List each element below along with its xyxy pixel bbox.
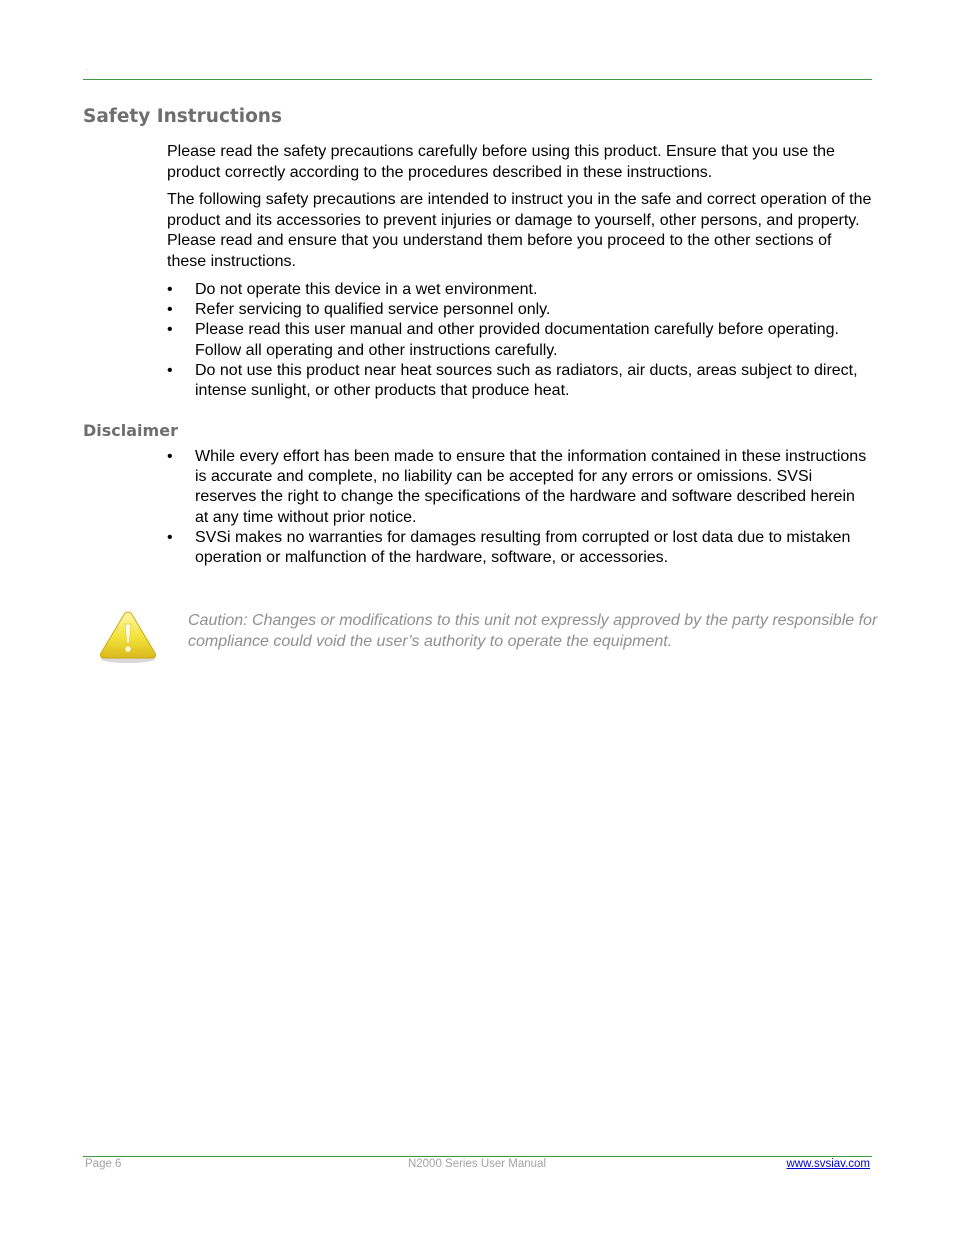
list-item — [167, 361, 872, 401]
section-title-safety-instructions: Safety Instructions — [83, 106, 282, 127]
section-title-disclaimer: Disclaimer — [83, 421, 178, 440]
list-item-text: Refer servicing to qualified service personnel only. — [195, 301, 551, 319]
list-item-text: Please read this user manual and other provided documentation carefully before operating. Follow all operating and other instructions carefully. — [195, 321, 839, 359]
footer-page-number: Page 6 — [85, 1158, 122, 1170]
list-item-text: While every effort has been made to ensure that the information contained in these instructions is accurate and complete, no liability can be accepted for any errors or omissions. SVSi reserves the right to change the specifications of the hardware and software described herein at any time without prior notice. — [195, 448, 867, 526]
footer-rule — [83, 1156, 872, 1157]
bullet-icon: • — [167, 321, 173, 339]
bullet-icon: • — [167, 281, 173, 298]
header-rule — [83, 79, 872, 80]
disclaimer-bullet-list — [167, 447, 872, 568]
list-item-text: Do not operate this device in a wet environment. — [195, 281, 538, 298]
bullet-icon: • — [167, 301, 173, 319]
caution-note: Caution: Changes or modifications to this unit not expressly approved by the party responsible for compliance could void the user’s authority to operate the equipment. — [188, 612, 878, 650]
header-mark: . — [86, 66, 88, 72]
bullet-icon: • — [167, 361, 173, 379]
safety-precautions-paragraph: The following safety precautions are intended to instruct you in the safe and correct operation of the product and its accessories to prevent injuries or damage to yourself, other persons, and property. Please read and ensure that you understand them before you proceed to the other sections of these instructions. — [167, 191, 872, 270]
list-item-text: Do not use this product near heat sources such as radiators, air ducts, areas subject to direct, intense sunlight, or other products that produce heat. — [195, 361, 858, 400]
list-item — [167, 320, 872, 360]
safety-intro-paragraph: Please read the safety precautions carefully before using this product. Ensure that you use the product correctly according to the procedures described in these instructions. — [167, 143, 835, 181]
bullet-icon: • — [167, 448, 173, 465]
list-item — [167, 447, 872, 528]
safety-bullet-list — [167, 280, 872, 401]
list-item-text: SVSi makes no warranties for damages resulting from corrupted or lost data due to mistaken operation or malfunction of the hardware, software, or accessories. — [195, 528, 851, 567]
list-item — [167, 300, 872, 320]
list-item — [167, 280, 872, 300]
list-item — [167, 528, 872, 568]
warning-triangle-icon — [97, 609, 159, 665]
bullet-icon: • — [167, 528, 173, 546]
footer-website-link[interactable]: www.svsiav.com — [786, 1158, 870, 1170]
footer-manual-title: N2000 Series User Manual — [407, 1158, 547, 1170]
